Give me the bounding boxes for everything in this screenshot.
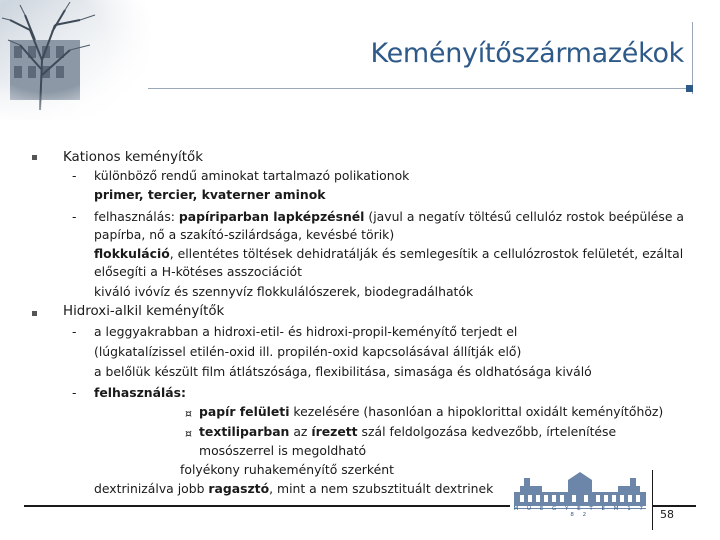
item-text <box>94 244 683 263</box>
item-text-bold: ragasztó <box>208 481 270 496</box>
item-text-part: kezelésére (hasonlóan a hipoklorittal oxidált keményítőhöz) <box>289 404 664 419</box>
slide-title: Keményítőszármazékok <box>370 38 684 69</box>
dash-marker: - <box>72 385 77 400</box>
currency-bullet-icon: ¤ <box>185 427 192 440</box>
section-heading: Kationos keményítők <box>63 150 203 165</box>
item-text: a belőlük készült film átlátszósága, flexibilitása, simasága és oldhatósága kiváló <box>94 364 592 379</box>
dash-marker: - <box>72 209 77 224</box>
university-logo-text: M Ű E G Y E T E M 1 7 8 2 <box>513 506 647 518</box>
item-text-part: szál feldolgozása kedvezőbb, írtelenítése <box>357 424 617 439</box>
item-text: felhasználás: <box>94 385 186 400</box>
item-text: folyékony ruhakeményítő szerként <box>180 462 394 477</box>
bullet-icon <box>32 155 37 160</box>
page-number: 58 <box>660 508 674 521</box>
item-text: kiváló ivóvíz és szennyvíz flokkulálószerek, biodegradálhatók <box>94 284 474 299</box>
dash-marker: - <box>72 324 77 339</box>
item-text-part: dextrinizálva jobb <box>94 481 209 496</box>
item-text: (lúgkatalízissel etilén-oxid ill. propilén-oxid kapcsolásával állítják elő) <box>94 344 522 359</box>
currency-bullet-icon: ¤ <box>185 407 192 420</box>
footer-divider-right <box>652 505 696 507</box>
item-text-bold: papír felületi <box>199 404 290 419</box>
item-text <box>199 402 663 421</box>
bullet-icon <box>32 311 37 316</box>
item-text-part: felhasználás: <box>94 209 179 224</box>
item-text-bold: textiliparban <box>199 424 290 439</box>
item-text: papírba, nő a szakító-szilárdsága, kevésbé törik) <box>94 227 395 242</box>
item-text-part: (javul a negatív töltésű cellulóz rostok beépülése a <box>364 209 685 224</box>
item-text: primer, tercier, kvaterner aminok <box>94 187 326 202</box>
item-text: elősegíti a H-kötéses asszociációt <box>94 264 302 279</box>
item-text-part: az <box>289 424 312 439</box>
item-text <box>94 207 684 226</box>
item-text-bold: írezett <box>311 424 358 439</box>
item-text-bold: papíriparban lapképzésnél <box>178 209 365 224</box>
section-heading: Hidroxi-alkil keményítők <box>63 304 225 319</box>
footer-divider <box>24 505 510 507</box>
item-text: mosószerrel is megoldható <box>199 443 367 458</box>
item-text-part: , ellentétes töltések dehidratálják és semlegesítik a cellulózrostok felületét, ezáltal <box>169 246 684 261</box>
dash-marker: - <box>72 168 77 183</box>
item-text <box>199 422 616 441</box>
item-text-part: , mint a nem szubsztituált dextrinek <box>269 481 494 496</box>
item-text: különböző rendű aminokat tartalmazó polikationok <box>94 168 410 183</box>
item-text: a leggyakrabban a hidroxi-etil- és hidroxi-propil-keményítő terjedt el <box>94 324 518 339</box>
item-text-bold: flokkuláció <box>94 246 170 261</box>
item-text <box>94 479 493 498</box>
footer-divider-vertical <box>652 470 653 530</box>
